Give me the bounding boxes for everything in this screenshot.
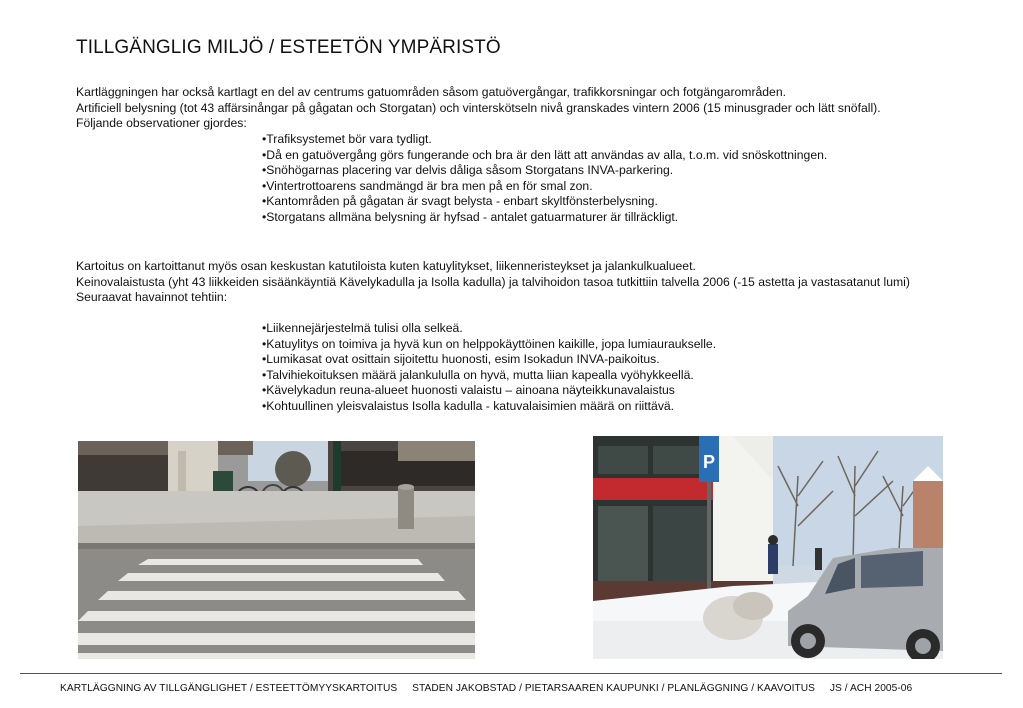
list-item: •Talvihiekoituksen määrä jalankululla on hyvä, mutta liian kapealla vyöhykkeellä. [262, 367, 694, 382]
finnish-line-1: Kartoitus on kartoittanut myös osan keskustan katutiloista kuten katuylitykset, liikenneristeykset ja jalankulkualueet. [76, 259, 696, 273]
list-item: •Liikennejärjestelmä tulisi olla selkeä. [262, 321, 463, 335]
list-item: •Kohtuullinen yleisvalaistus Isolla kadulla - katuvalaisimien määrä on riittävä. [262, 398, 675, 413]
list-item: •Då en gatuövergång görs fungerande och bra är den lätt att användas av alla, t.o.m. vid snöskottningen. [262, 147, 828, 162]
finnish-line-2: Keinovalaistusta (yht 43 liikkeiden sisäänkäyntiä Kävelykadulla ja Isolla kadulla) ja talvihoidon tasoa tutkittiin talvella 2006 (-15 astetta ja vastasatanut lumi) [76, 274, 910, 289]
swedish-intro [76, 85, 946, 132]
list-item: •Storgatans allmäna belysning är hyfsad - antalet gatuarmaturer är tillräckligt. [262, 209, 679, 224]
footer-organization: STADEN JAKOBSTAD / PIETARSAAREN KAUPUNKI / PLANLÄGGNING / KAAVOITUS [412, 683, 815, 694]
list-item: •Katuylitys on toimiva ja hyvä kun on helppokäyttöinen kaikille, jopa lumiauraukselle. [262, 336, 717, 351]
swedish-line-1: Kartläggningen har också kartlagt en del av centrums gatuområden såsom gatuövergångar, trafikkorsningar och fotgängarområden. [76, 85, 786, 99]
swedish-line-2: Artificiell belysning (tot 43 affärsinångar på gågatan och Storgatan) och vinterskötseln nivå granskades vintern 2006 (15 minusgrader och lätt snöfall). [76, 100, 881, 115]
swedish-observations-list [262, 132, 827, 226]
footer-project: KARTLÄGGNING AV TILLGÄNGLIGHET / ESTEETTÖMYYSKARTOITUS [60, 683, 398, 694]
footer-author-date: JS / ACH 2005-06 [829, 683, 913, 694]
page-title: TILLGÄNGLIG MILJÖ / ESTEETÖN YMPÄRISTÖ [76, 37, 501, 58]
list-item: •Vintertrottoarens sandmängd är bra men på en för smal zon. [262, 178, 593, 193]
storefront-snow-photo [593, 436, 943, 659]
list-item: •Kävelykadun reuna-alueet huonosti valaistu – ainoana näyteikkunavalaistus [262, 383, 675, 398]
footer-divider [20, 673, 1002, 674]
crosswalk-photo [78, 441, 475, 659]
finnish-intro [76, 259, 946, 306]
finnish-observations-list [262, 321, 716, 415]
list-item: •Kantområden på gågatan är svagt belysta - enbart skyltfönsterbelysning. [262, 194, 658, 209]
swedish-line-3: Följande observationer gjordes: [76, 116, 247, 131]
parking-sign-letter: P [702, 452, 716, 472]
list-item: •Trafiksystemet bör vara tydligt. [262, 132, 432, 146]
list-item: •Lumikasat ovat osittain sijoitettu huonosti, esim Isokadun INVA-paikoitus. [262, 352, 660, 367]
page-footer [60, 683, 924, 694]
finnish-line-3: Seuraavat havainnot tehtiin: [76, 290, 228, 305]
list-item: •Snöhögarnas placering var delvis dåliga såsom Storgatans INVA-parkering. [262, 163, 674, 178]
